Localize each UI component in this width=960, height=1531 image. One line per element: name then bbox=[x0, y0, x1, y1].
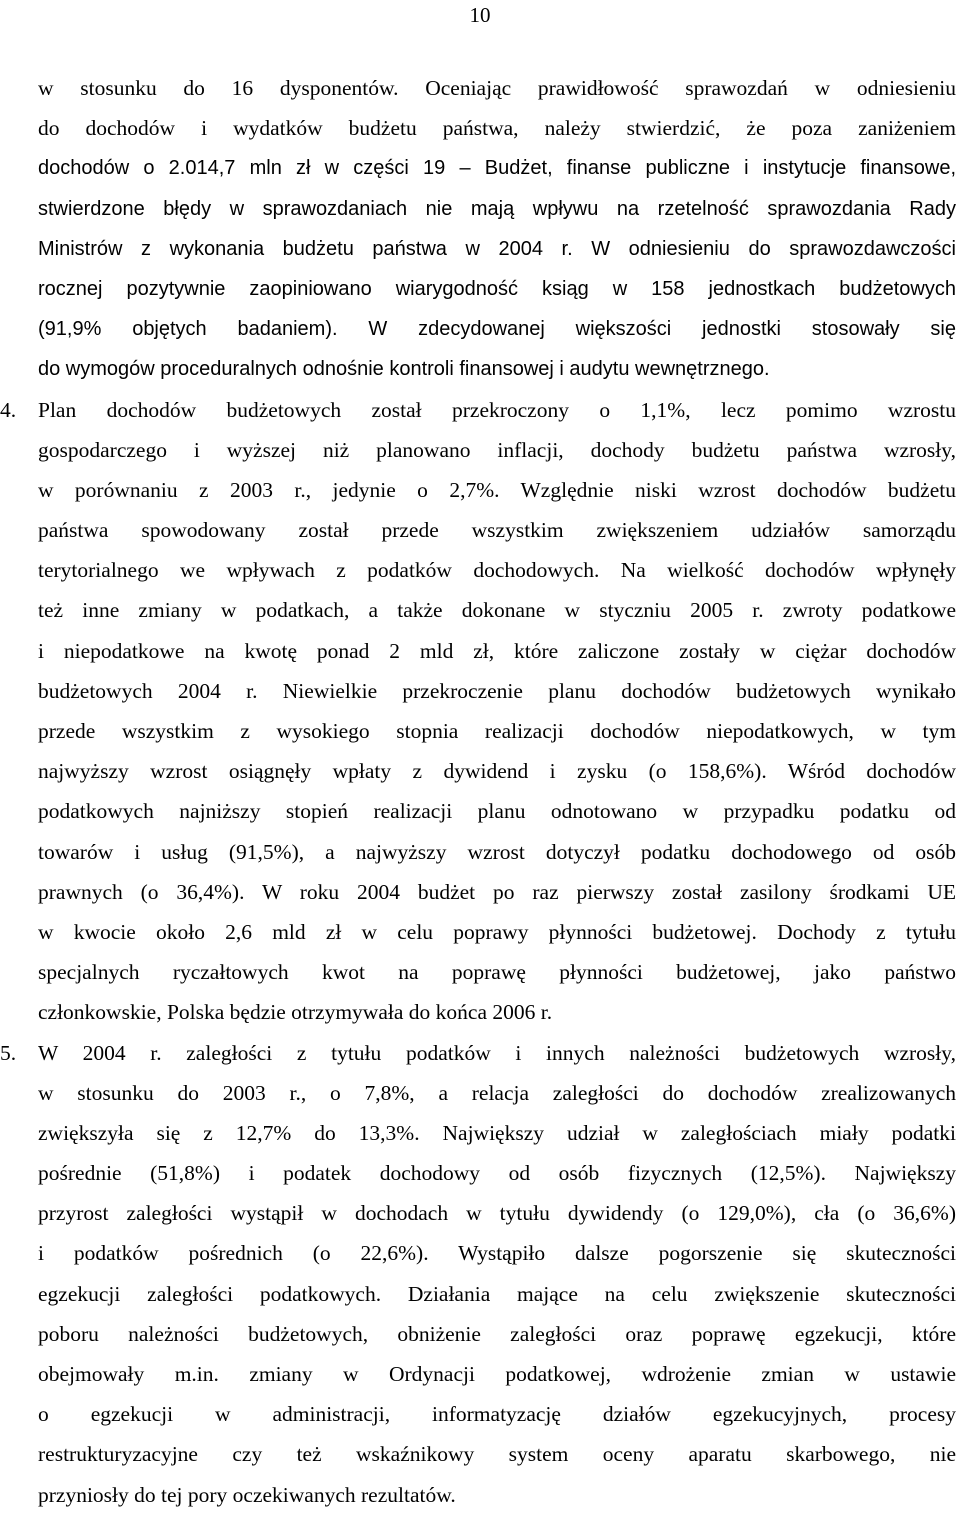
item-4-line: przede wszystkim z wysokiego stopnia realizacji dochodów niepodatkowych, w tym bbox=[38, 719, 956, 743]
item-4-line: w porównaniu z 2003 r., jedynie o 2,7%. Względnie niski wzrost dochodów budżetu bbox=[38, 477, 956, 502]
item-5-line: w stosunku do 2003 r., o 7,8%, a relacja zaległości do dochodów zrealizowanych bbox=[38, 1080, 956, 1105]
intro-line: do dochodów i wydatków budżetu państwa, należy stwierdzić, że poza zaniżeniem bbox=[38, 116, 956, 141]
intro-line: (91,9% objętych badaniem). W zdecydowanej większości jednostki stosowały się bbox=[38, 318, 956, 341]
item-4-line: prawnych (o 36,4%). W roku 2004 budżet po raz pierwszy został zasilony środkami UE bbox=[38, 879, 956, 904]
intro-line: dochodów o 2.014,7 mln zł w części 19 – Budżet, finanse publiczne i instytucje finansowe, bbox=[38, 157, 956, 180]
item-5-line: zwiększyła się z 12,7% do 13,3%. Największy udział w zaległościach miały podatki bbox=[38, 1120, 956, 1145]
intro-line: Ministrów z wykonania budżetu państwa w 2004 r. W odniesieniu do sprawozdawczości bbox=[38, 237, 956, 260]
item-4-line: i niepodatkowe na kwotę ponad 2 mld zł, które zaliczone zostały w ciężar dochodów bbox=[38, 638, 956, 663]
item-5-line: obejmowały m.in. zmiany w Ordynacji podatkowej, wdrożenie zmian w ustawie bbox=[38, 1362, 956, 1386]
intro-paragraph bbox=[38, 68, 956, 390]
list-item-5 bbox=[0, 1033, 956, 1515]
item-4-line: gospodarczego i wyższej niż planowano inflacji, dochody budżetu państwa wzrosły, bbox=[38, 437, 956, 462]
item-4-line: w kwocie około 2,6 mld zł w celu poprawy płynności budżetowej. Dochody z tytułu bbox=[38, 919, 956, 944]
item-4-line: państwa spowodowany został przede wszystkim zwiększeniem udziałów samorządu bbox=[38, 518, 956, 543]
document-body bbox=[0, 68, 956, 1515]
item-5-first-line-text: W 2004 r. zaległości z tytułu podatków i innych należności budżetowych wzrosły, bbox=[38, 1040, 956, 1065]
item-4-line: towarów i usług (91,5%), a najwyższy wzrost dotyczył podatku dochodowego od osób bbox=[38, 839, 956, 864]
item-4-first-line-text: Plan dochodów budżetowych został przekroczony o 1,1%, lecz pomimo wzrostu bbox=[38, 397, 956, 422]
intro-line: stwierdzone błędy w sprawozdaniach nie mają wpływu na rzetelność sprawozdania Rady bbox=[38, 197, 956, 220]
intro-line: w stosunku do 16 dysponentów. Oceniając prawidłowość sprawozdań w odniesieniu bbox=[38, 76, 956, 100]
item-5-line: o egzekucji w administracji, informatyzację działów egzekucyjnych, procesy bbox=[38, 1402, 956, 1427]
item-4-line: terytorialnego we wpływach z podatków dochodowych. Na wielkość dochodów wpłynęły bbox=[38, 558, 956, 583]
item-4-line: podatkowych najniższy stopień realizacji planu odnotowano w przypadku podatku od bbox=[38, 799, 956, 824]
item-4-number: 4. bbox=[0, 397, 17, 422]
intro-line: rocznej pozytywnie zaopiniowano wiarygodność ksiąg w 158 jednostkach budżetowych bbox=[38, 277, 956, 300]
item-5-number: 5. bbox=[0, 1040, 17, 1065]
item-4-line bbox=[0, 390, 956, 430]
item-5-line bbox=[0, 1033, 956, 1073]
item-5-line: poboru należności budżetowych, obniżenie zaległości oraz poprawę egzekucji, które bbox=[38, 1321, 956, 1346]
item-4-line: też inne zmiany w podatkach, a także dokonane w styczniu 2005 r. zwroty podatkowe bbox=[38, 598, 956, 623]
item-5-line: przyniosły do tej pory oczekiwanych rezultatów. bbox=[38, 1482, 456, 1507]
item-5-line: restrukturyzacyjne czy też wskaźnikowy system oceny aparatu skarbowego, nie bbox=[38, 1442, 956, 1467]
intro-line: do wymogów proceduralnych odnośnie kontroli finansowej i audytu wewnętrznego. bbox=[38, 358, 770, 381]
item-5-line: przyrost zaległości wystąpił w dochodach w tytułu dywidendy (o 129,0%), cła (o 36,6%) bbox=[38, 1201, 956, 1226]
item-5-line: i podatków pośrednich (o 22,6%). Wystąpiło dalsze pogorszenie się skuteczności bbox=[38, 1241, 956, 1266]
item-5-line: pośrednie (51,8%) i podatek dochodowy od osób fizycznych (12,5%). Największy bbox=[38, 1161, 956, 1186]
item-4-line: członkowskie, Polska będzie otrzymywała do końca 2006 r. bbox=[38, 1000, 553, 1025]
item-5-line: egzekucji zaległości podatkowych. Działania mające na celu zwiększenie skuteczności bbox=[38, 1281, 956, 1306]
item-4-line: najwyższy wzrost osiągnęły wpłaty z dywidend i zysku (o 158,6%). Wśród dochodów bbox=[38, 759, 956, 784]
page-number: 10 bbox=[469, 3, 491, 27]
list-item-4 bbox=[0, 390, 956, 1033]
item-4-line: specjalnych ryczałtowych kwot na poprawę płynności budżetowej, jako państwo bbox=[38, 960, 956, 985]
item-4-line: budżetowych 2004 r. Niewielkie przekroczenie planu dochodów budżetowych wynikało bbox=[38, 678, 956, 703]
